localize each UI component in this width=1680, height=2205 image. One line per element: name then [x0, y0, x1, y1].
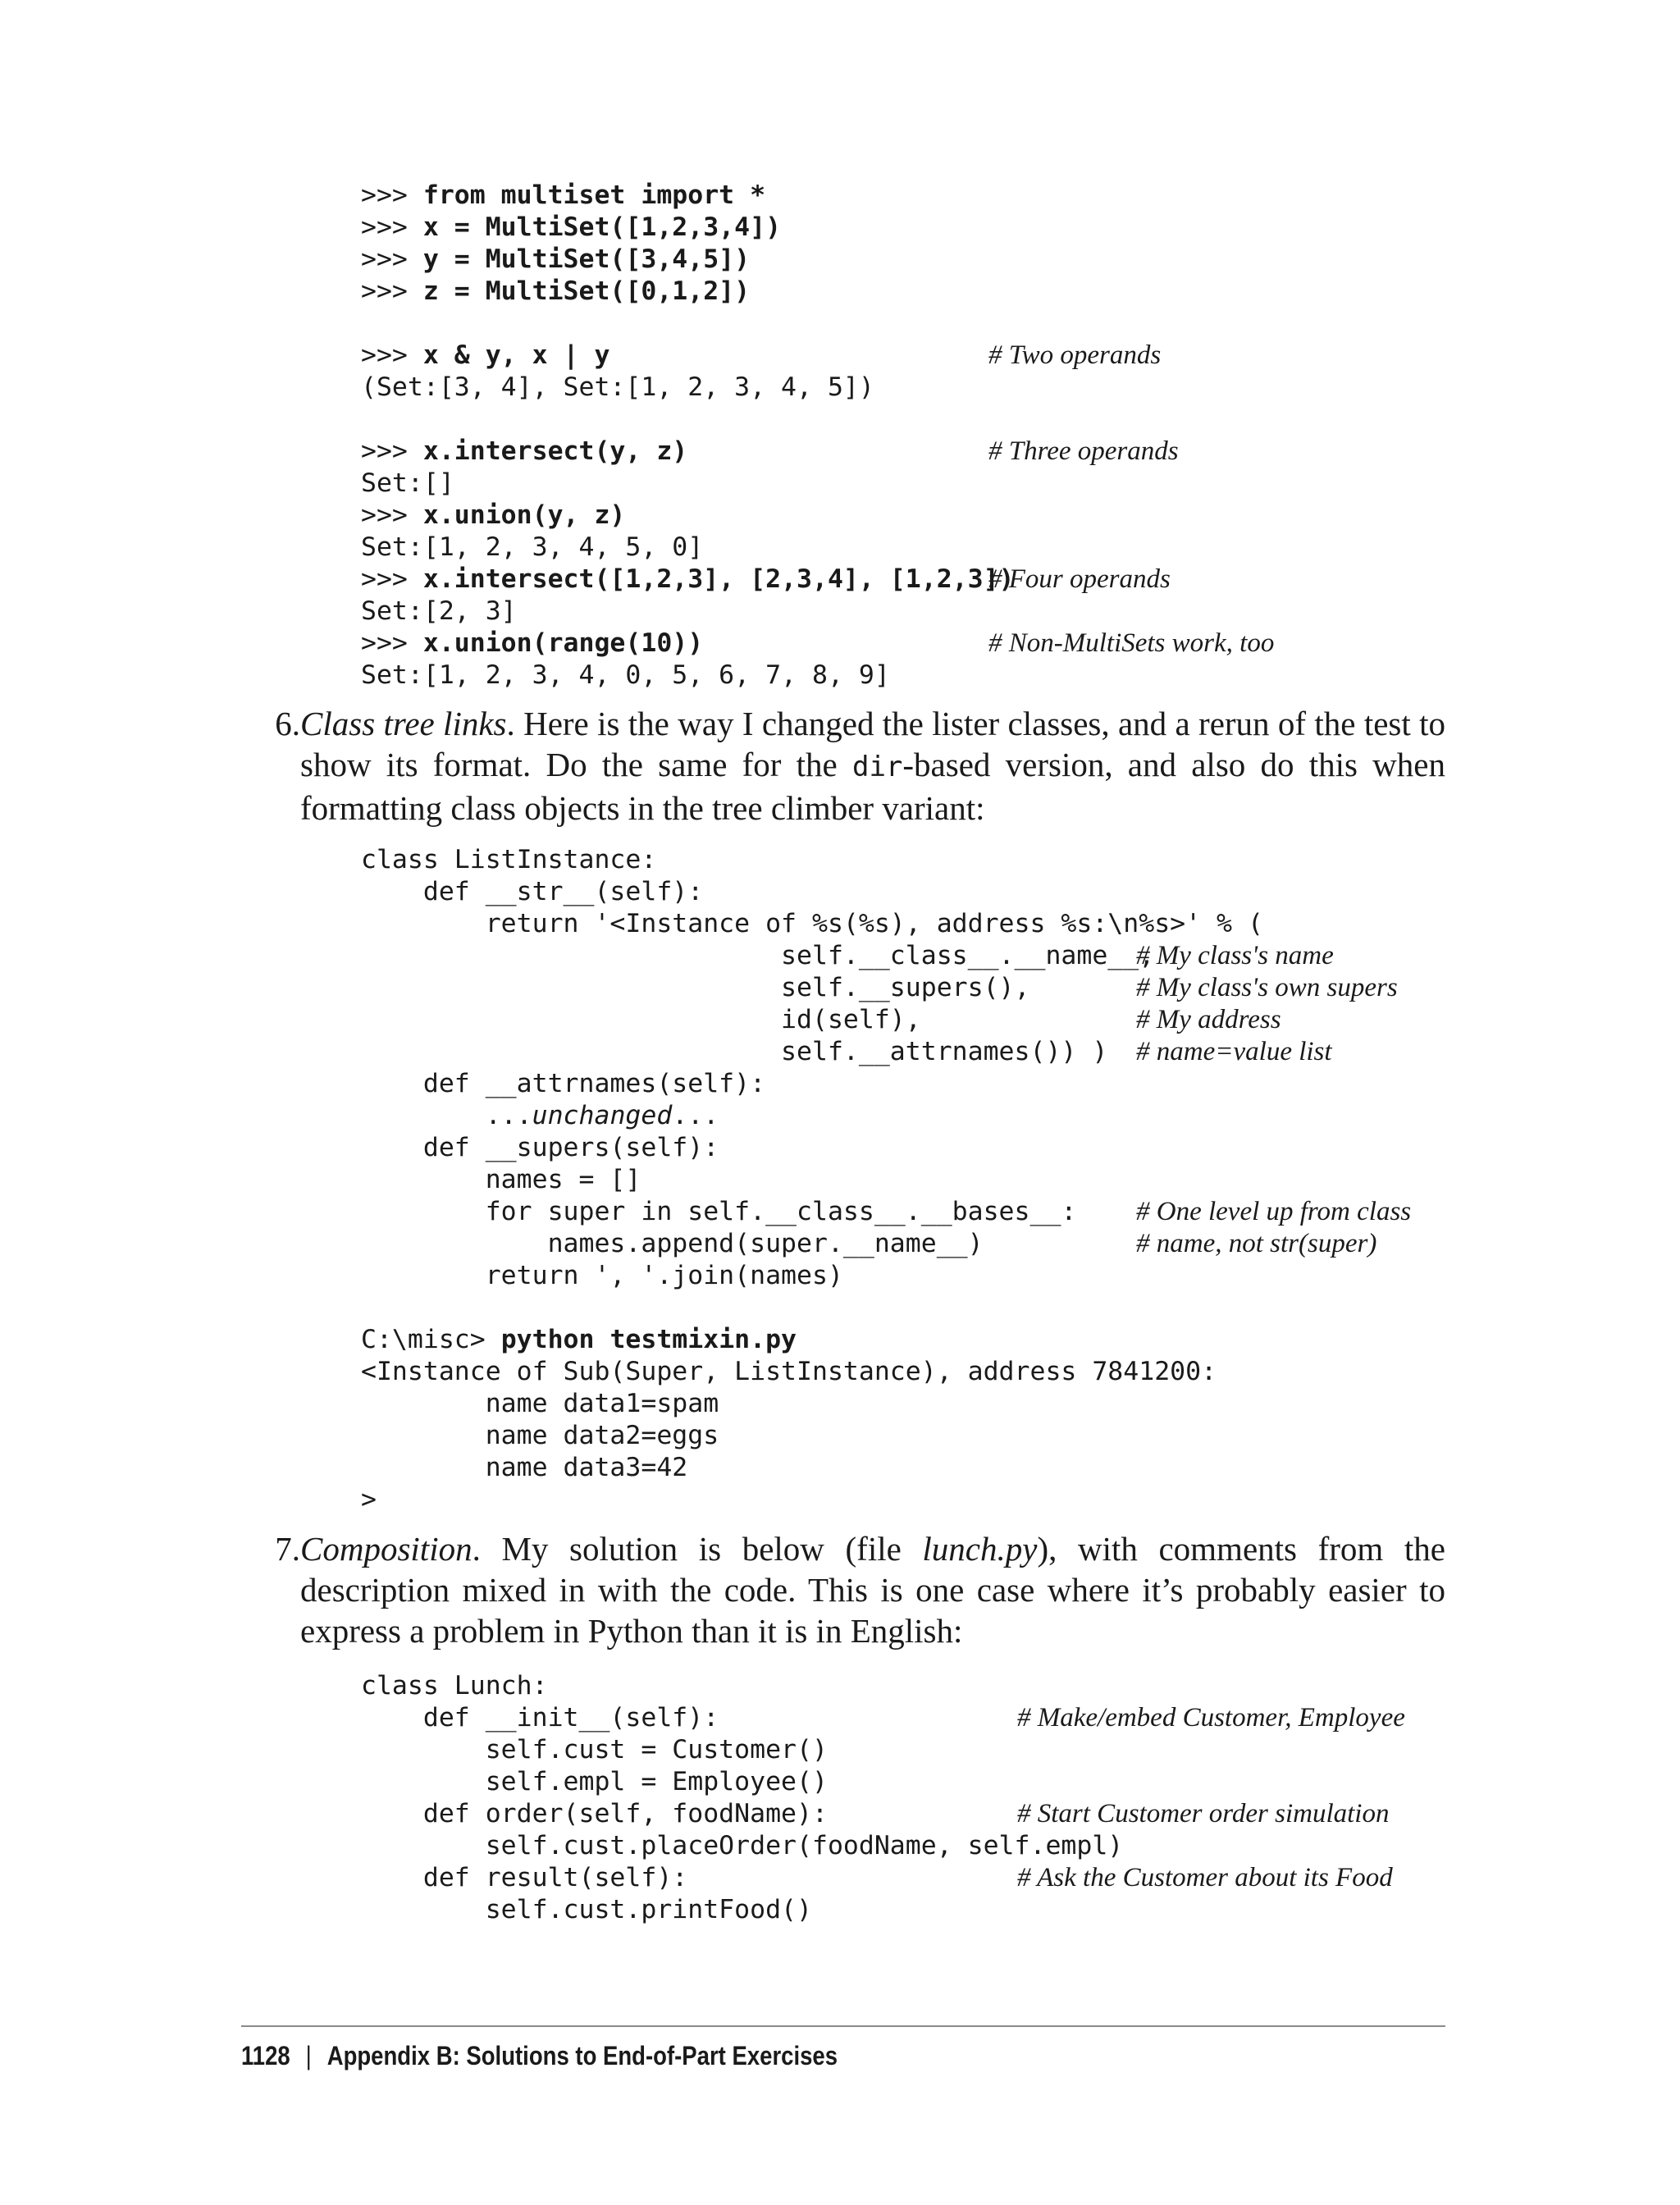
code-text: self.cust.placeOrder(foodName, self.empl) [361, 1831, 1124, 1860]
code-line [361, 244, 1015, 276]
code-text: self.__supers(), [361, 973, 1030, 1002]
code-comment: # name, not str(super) [1136, 1229, 1377, 1258]
code-line [361, 908, 1263, 940]
code-input: x.intersect([1,2,3], [2,3,4], [1,2,3]) [422, 564, 1015, 594]
code-text: def order(self, foodName): [361, 1799, 828, 1828]
code-comment: # Make/embed Customer, Employee [1017, 1703, 1405, 1732]
code-text: def result(self): [361, 1863, 688, 1892]
code-text: >>> [361, 244, 423, 274]
code-line [361, 500, 1015, 532]
code-line [361, 660, 1015, 692]
code-comment: # Non-MultiSets work, too [988, 628, 1275, 658]
footer-separator: | [305, 2041, 312, 2070]
page-number: 1128 [241, 2041, 290, 2070]
code-text: <Instance of Sub(Super, ListInstance), address 7841200: [361, 1357, 1217, 1386]
code-text: def __init__(self): [361, 1703, 719, 1732]
code-text: Set:[1, 2, 3, 4, 5, 0] [361, 532, 704, 562]
code-text: Set:[2, 3] [361, 596, 517, 626]
code-text: self.cust.printFood() [361, 1895, 812, 1924]
code-text: def __str__(self): [361, 877, 704, 906]
exercise-6-number: 6. [275, 705, 300, 742]
code-comment: # Start Customer order simulation [1017, 1799, 1390, 1828]
exercise-7-text-b: ), with comments from the description mixed in with the code. This is one case where it’s probably easier to express a problem in Python than it is in English: [300, 1530, 1445, 1650]
code-line [361, 532, 1015, 564]
code-block-lunch [361, 1670, 1405, 1926]
code-line [361, 340, 1162, 372]
code-text: >>> [361, 212, 423, 242]
footer-section-title: Appendix B: Solutions to End-of-Part Exercises [326, 2041, 838, 2070]
code-line [361, 1196, 1412, 1228]
code-line [361, 1734, 1123, 1766]
code-input: y = MultiSet([3,4,5]) [422, 244, 751, 274]
code-line [361, 844, 1263, 876]
exercise-6-text [300, 703, 1445, 829]
code-comment: # Two operands [988, 340, 1162, 370]
code-comment: # Three operands [988, 436, 1179, 466]
code-text: return ', '.join(names) [361, 1261, 843, 1290]
code-line [361, 1164, 1263, 1196]
code-comment: # My class's name [1136, 941, 1334, 970]
code-text: return '<Instance of %s(%s), address %s:\n%s>' % ( [361, 909, 1263, 938]
code-line [361, 1830, 1123, 1862]
code-text: ... [672, 1101, 719, 1130]
code-line [361, 1798, 1390, 1830]
code-text: class ListInstance: [361, 845, 657, 874]
exercise-6-code-word: dir [851, 751, 903, 783]
code-text: self.empl = Employee() [361, 1767, 828, 1796]
code-text: >>> [361, 180, 423, 210]
code-line [361, 564, 1171, 596]
code-text: >>> [361, 276, 423, 306]
code-input: x.union(range(10)) [422, 628, 704, 658]
code-line [361, 1484, 1263, 1516]
code-line [361, 972, 1398, 1004]
code-line [361, 180, 1015, 212]
code-text: self.__class__.__name__, [361, 941, 1155, 970]
code-text: class Lunch: [361, 1671, 548, 1701]
code-input: python testmixin.py [500, 1325, 797, 1354]
code-text: >>> [361, 500, 423, 530]
code-comment: # My address [1136, 1005, 1281, 1034]
code-line [361, 1068, 1263, 1100]
exercise-7-number: 7. [275, 1530, 300, 1568]
code-text: for super in self.__class__.__bases__: [361, 1197, 1077, 1226]
code-line [361, 212, 1015, 244]
code-line [361, 1388, 1263, 1420]
code-line [361, 1036, 1332, 1068]
code-block-multiset [361, 180, 1275, 692]
code-line [361, 596, 1015, 628]
code-blank-line [361, 1292, 1263, 1324]
code-line [361, 1766, 1123, 1798]
exercise-6-title: Class tree links [300, 705, 507, 742]
code-line [361, 1894, 1123, 1926]
code-line [361, 1862, 1393, 1894]
exercise-7-title: Composition [300, 1530, 472, 1568]
code-line [361, 1670, 1123, 1702]
code-line [361, 1004, 1281, 1036]
code-line [361, 1356, 1263, 1388]
code-line [361, 1452, 1263, 1484]
code-text: def __supers(self): [361, 1133, 719, 1162]
code-text: self.__attrnames()) ) [361, 1037, 1108, 1066]
code-line [361, 1260, 1263, 1292]
code-text: >>> [361, 436, 423, 466]
code-line [361, 628, 1275, 660]
code-text: > [361, 1485, 377, 1514]
code-text: (Set:[3, 4], Set:[1, 2, 3, 4, 5]) [361, 372, 874, 402]
code-input: x & y, x | y [422, 340, 610, 370]
code-block-listinstance [361, 844, 1412, 1516]
code-text: C:\misc> [361, 1325, 501, 1354]
code-placeholder: unchanged [532, 1101, 673, 1130]
code-line [361, 876, 1263, 908]
code-comment: # My class's own supers [1136, 973, 1398, 1002]
code-text: name data2=eggs [361, 1421, 719, 1450]
code-line [361, 372, 1015, 404]
code-input: from multiset import * [422, 180, 766, 210]
code-text: name data1=spam [361, 1389, 719, 1418]
code-input: x.union(y, z) [422, 500, 626, 530]
code-blank-line [361, 404, 1015, 436]
code-line [361, 1324, 1263, 1356]
code-line [361, 1100, 1263, 1132]
code-line [361, 1702, 1405, 1734]
code-blank-line [361, 308, 1015, 340]
page-footer [241, 2038, 838, 2074]
code-line [361, 276, 1015, 308]
exercise-6-text-a: . Here is the way I changed the lister classes, and a rerun of the test to show its format. Do the same for the [300, 705, 1445, 783]
footer-rule [241, 2025, 1445, 2027]
code-text: >>> [361, 628, 423, 658]
code-text: names = [] [361, 1165, 641, 1194]
code-text: >>> [361, 564, 423, 594]
code-line [361, 1228, 1377, 1260]
code-line [361, 940, 1334, 972]
code-text: def __attrnames(self): [361, 1069, 766, 1098]
code-input: z = MultiSet([0,1,2]) [422, 276, 751, 306]
exercise-7-file-name: lunch.py [922, 1530, 1038, 1568]
code-line [361, 468, 1015, 500]
code-comment: # name=value list [1136, 1037, 1332, 1066]
code-text: Set:[1, 2, 3, 4, 0, 5, 6, 7, 8, 9] [361, 660, 890, 690]
code-text: Set:[] [361, 468, 454, 498]
code-input: x = MultiSet([1,2,3,4]) [422, 212, 782, 242]
code-input: x.intersect(y, z) [422, 436, 688, 466]
code-line [361, 1132, 1263, 1164]
exercise-7-text [300, 1528, 1445, 1651]
code-comment: # One level up from class [1136, 1197, 1412, 1226]
code-text: names.append(super.__name__) [361, 1229, 984, 1258]
code-comment: # Four operands [988, 564, 1171, 594]
code-text: name data3=42 [361, 1453, 688, 1482]
code-text: self.cust = Customer() [361, 1735, 828, 1764]
code-comment: # Ask the Customer about its Food [1017, 1863, 1393, 1892]
exercise-7-text-a: . My solution is below (file [472, 1530, 923, 1568]
code-line [361, 1420, 1263, 1452]
code-text: ... [361, 1101, 532, 1130]
code-text: id(self), [361, 1005, 921, 1034]
exercise-6-text-b: -based version, and also do this when formatting class objects in the tree climber variant: [300, 746, 1445, 827]
code-line [361, 436, 1179, 468]
code-text: >>> [361, 340, 423, 370]
